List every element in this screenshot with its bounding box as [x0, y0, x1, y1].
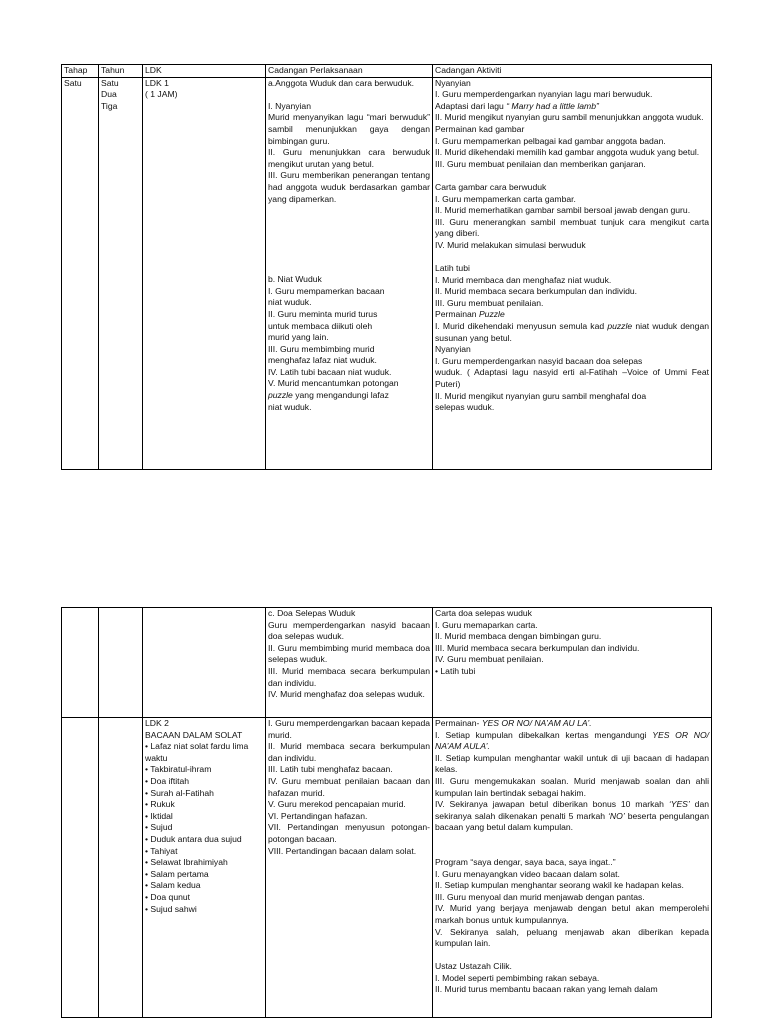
list-item: • Selawat Ibrahimiyah [145, 857, 228, 868]
text-line: III. Guru membuat penilaian. [435, 297, 544, 308]
puzzle-word: puzzle [268, 390, 293, 401]
text-line: untuk membaca diikuti oleh [268, 320, 373, 331]
text-line: I. Guru mempamerkan bacaan [268, 285, 385, 296]
text-line [268, 390, 430, 402]
text-line [435, 321, 709, 344]
game-name: YES OR NO/ NA’AM AU LA’. [481, 718, 592, 728]
text-line [435, 309, 709, 321]
text-line: III. Murid membaca secara berkumpulan dan individu. [435, 642, 640, 653]
text-line: I. Guru memperdengarkan bacaan kepada murid. [268, 718, 430, 740]
text-line: I. Murid membaca dan menghafaz niat wuduk. [435, 274, 612, 285]
text-line: Carta gambar cara berwuduk [435, 181, 547, 192]
text-line: II. Murid dikehendaki memilih kad gambar anggota wuduk yang betul. [435, 147, 700, 158]
text-line: II. Murid membaca secara berkumpulan dan individu. [268, 741, 430, 763]
text-line: V. Guru merekod pencapaian murid. [268, 799, 406, 810]
text-line: III. Latih tubi menghafaz bacaan. [268, 764, 393, 775]
ldk-subtitle: BACAAN DALAM SOLAT [145, 729, 243, 740]
list-item: • Salam pertama [145, 868, 209, 879]
table-row [62, 718, 712, 1018]
text-line: Nyanyian [435, 344, 471, 355]
text-line: IV. Murid melakukan simulasi berwuduk [435, 239, 586, 250]
game-name: YES OR NO/ NA’AM AULA’. [435, 729, 710, 752]
text-line: niat wuduk. [268, 297, 312, 308]
text-line: b. Niat Wuduk [268, 274, 322, 285]
text-line: IV. Murid menghafaz doa selepas wuduk. [268, 689, 425, 700]
text-line: V. Sekiranya salah, peluang menjawab akan diberikan kepada kumpulan lain. [435, 926, 709, 949]
cell-ldk [143, 77, 266, 469]
text-line: VIII. Pertandingan bacaan dalam solat. [268, 845, 417, 856]
list-item: • Rukuk [145, 799, 175, 810]
text-line: I. Guru memperdengarkan nasyid bacaan doa selepas [435, 355, 643, 366]
no-word: ‘NO’ [608, 810, 625, 821]
text-line: Carta doa selepas wuduk [435, 608, 532, 618]
text-line: III. Guru memberikan penerangan tentang had anggota wuduk berdasarkan gambar yang dipamerkan. [268, 170, 430, 204]
text-line [435, 799, 709, 834]
cell-ldk [143, 718, 266, 1018]
text-line: VI. Pertandingan hafazan. [268, 810, 368, 821]
text-fragment: niat wuduk dengan susunan yang betul. [435, 321, 710, 343]
yes-word: ‘YES’ [668, 799, 690, 810]
text-line: menghafaz lafaz niat wuduk. [268, 355, 377, 366]
cell-tahap [62, 77, 99, 469]
text-line: IV. Murid yang berjaya menjawab dengan betul akan memperolehi markah bonus untuk kumpulannya. [435, 903, 709, 925]
text-line: I. Guru memperdengarkan nyanyian lagu mari berwuduk. [435, 89, 653, 100]
list-item: • Lafaz niat solat fardu lima waktu [145, 741, 249, 763]
tahun-item: Satu [101, 77, 119, 88]
tahun-item: Dua [101, 89, 117, 100]
ldk-title: LDK 1 [145, 77, 169, 88]
text-line: Murid menyanyikan lagu “mari berwuduk” sambil menunjukkan gaya dengan bimbingan guru. [268, 112, 430, 146]
blank-line [435, 950, 709, 962]
text-line: I. Nyanyian [268, 100, 311, 111]
blank-line [268, 89, 430, 101]
text-line: II. Murid memerhatikan gambar sambil bersoal jawab dengan guru. [435, 205, 691, 216]
text-line: III. Guru menerangkan sambil membuat tunjuk cara mengikut carta yang diberi. [435, 216, 709, 239]
puzzle-word: puzzle [607, 321, 633, 332]
table-row [62, 77, 712, 469]
text-fragment: I. Setiap kumpulan dibekalkan kertas mengandungi [435, 729, 647, 740]
text-fragment: Permainan- [435, 718, 480, 728]
cell-empty [143, 608, 266, 718]
text-line: II. Murid membaca dengan bimbingan guru. [435, 631, 602, 642]
text-line: III. Guru membuat penilaian dan memberikan ganjaran. [435, 158, 646, 169]
text-line: I. Model seperti pembimbing rakan sebaya. [435, 972, 600, 983]
text-line: II. Guru menunjukkan cara berwuduk mengikut urutan yang betul. [268, 147, 430, 169]
header-cadangan-aktiviti: Cadangan Aktiviti [433, 65, 712, 78]
text-line [435, 730, 709, 753]
cell-empty [62, 718, 99, 1018]
cell-aktiviti [433, 77, 712, 469]
text-line: II. Murid mengikut nyanyian guru sambil menunjukkan anggota wuduk. [435, 112, 704, 123]
text-line: II. Setiap kumpulan menghantar seorang wakil ke hadapan kelas. [435, 880, 684, 891]
cell-empty [62, 608, 99, 718]
table-row [62, 608, 712, 718]
text-line: II. Murid membaca secara berkumpulan dan individu. [435, 286, 638, 297]
text-line: II. Guru membimbing murid membaca doa selepas wuduk. [268, 642, 430, 665]
text-line [435, 101, 709, 113]
text-line: Latih tubi [435, 263, 470, 274]
text-line: II. Setiap kumpulan menghantar wakil untuk di uji bacaan di hadapan kelas. [435, 752, 709, 775]
cell-aktiviti [433, 718, 712, 1018]
cell-perlaksanaan [266, 608, 433, 718]
song-title: “ Marry had a little lamb” [506, 100, 599, 111]
spacer [268, 205, 430, 274]
text-line: II. Murid mengikut nyanyian guru sambil menghafal doa [435, 390, 647, 401]
list-item: • Sujud [145, 822, 173, 833]
blank-line [435, 170, 709, 182]
text-line: niat wuduk. [268, 401, 312, 412]
text-fragment: IV. Sekiranya jawapan betul diberikan bonus 10 markah [435, 799, 664, 810]
text-line: wuduk. ( Adaptasi lagu nasyid erti al-Fatihah –Voice of Ummi Feat Puteri) [435, 367, 709, 390]
cell-perlaksanaan [266, 77, 433, 469]
text-fragment: yang mengandungi lafaz [295, 390, 389, 401]
text-line: a.Anggota Wuduk dan cara berwuduk. [268, 77, 415, 88]
list-item: • Doa iftitah [145, 775, 190, 786]
text-line: I. Guru menayangkan video bacaan dalam solat. [435, 868, 620, 879]
game-title [435, 718, 709, 730]
list-item: • Sujud sahwi [145, 903, 197, 914]
table-header-row [62, 65, 712, 78]
cell-empty [99, 718, 143, 1018]
list-item: • Tahiyat [145, 845, 178, 856]
tahap-value: Satu [64, 77, 82, 88]
text-line: IV. Guru membuat penilaian. [435, 654, 544, 665]
blank-line [435, 252, 709, 264]
text-line: c. Doa Selepas Wuduk [268, 608, 356, 618]
cell-perlaksanaan [266, 718, 433, 1018]
program-title: Program “saya dengar, saya baca, saya ingat..” [435, 856, 616, 867]
text-line: V. Murid mencantumkan potongan [268, 378, 399, 389]
puzzle-title: Puzzle [478, 309, 505, 320]
text-line: I. Guru memaparkan carta. [435, 619, 538, 630]
header-tahun: Tahun [99, 65, 143, 78]
cell-tahun [99, 77, 143, 469]
text-fragment: beserta pengulangan bacaan yang betul dalam kumpulan. [435, 810, 710, 833]
header-tahap: Tahap [62, 65, 99, 78]
header-cadangan-perlaksanaan: Cadangan Perlaksanaan [266, 65, 433, 78]
text-line: IV. Guru membuat penilaian bacaan dan hafazan murid. [268, 775, 430, 798]
rpt-table-1 [61, 64, 712, 470]
text-line: Permainan kad gambar [435, 123, 525, 134]
header-ldk: LDK [143, 65, 266, 78]
cell-empty [99, 608, 143, 718]
text-fragment: Permainan [435, 309, 477, 320]
list-item: • Duduk antara dua sujud [145, 833, 242, 844]
text-line: III. Guru membimbing murid [268, 343, 375, 354]
cell-aktiviti [433, 608, 712, 718]
text-line: Guru memperdengarkan nasyid bacaan doa selepas wuduk. [268, 619, 430, 642]
list-item: • Takbiratul-ihram [145, 764, 212, 775]
rpt-table-2 [61, 607, 712, 1018]
list-item: • Doa qunut [145, 891, 191, 902]
list-item: • Salam kedua [145, 880, 201, 891]
text-line: IV. Latih tubi bacaan niat wuduk. [268, 366, 392, 377]
text-line: Nyanyian [435, 77, 471, 88]
text-line: I. Guru mempamerkan carta gambar. [435, 193, 576, 204]
list-item: • Iktidal [145, 810, 173, 821]
text-line: III. Guru menyoal dan murid menjawab dengan pantas. [435, 891, 645, 902]
text-line: III. Guru mengemukakan soalan. Murid menjawab soalan dan ahli kumpulan lain bertindak sebagai hakim. [435, 775, 709, 798]
tahun-item: Tiga [101, 100, 118, 111]
text-line: murid yang lain. [268, 332, 329, 343]
list-item: • Surah al-Fatihah [145, 787, 214, 798]
text-line: III. Murid membaca secara berkumpulan dan individu. [268, 665, 430, 688]
text-fragment: dan sekiranya salah dikenakan penalti 5 markah [435, 799, 710, 821]
ustaz-title: Ustaz Ustazah Cilik. [435, 961, 512, 972]
text-line: I. Guru mempamerkan pelbagai kad gambar anggota badan. [435, 135, 666, 146]
text-fragment: I. Murid dikehendaki menyusun semula kad [435, 321, 605, 332]
ldk-title: LDK 2 [145, 718, 169, 728]
text-fragment: Adaptasi dari lagu [435, 100, 504, 111]
text-line: II. Murid turus membantu bacaan rakan yang lemah dalam [435, 984, 658, 995]
ldk-duration: ( 1 JAM) [145, 89, 178, 100]
blank-line [435, 834, 709, 857]
text-line: VII. Pertandingan menyusun potongan-potongan bacaan. [268, 822, 430, 844]
text-line: • Latih tubi [435, 665, 476, 676]
text-line: II. Guru meminta murid turus [268, 308, 378, 319]
text-line: selepas wuduk. [435, 402, 495, 413]
